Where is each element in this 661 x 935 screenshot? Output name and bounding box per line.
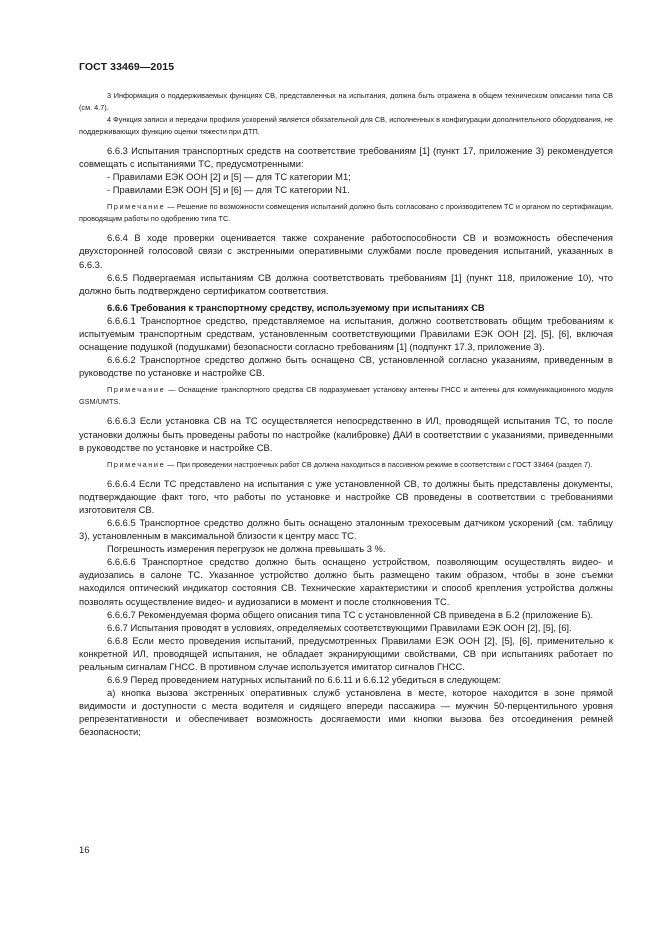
list-6-6-3 <box>79 170 613 196</box>
note-2 <box>79 384 613 408</box>
footnote-3: 3 Информация о поддерживаемых функциях СВ, представленных на испытания, должна быть отражена в общем техническом описании типа СВ (см. 4.7). <box>79 91 613 112</box>
note-label: Примечание <box>107 202 166 212</box>
list-item: - Правилами ЕЭК ООН [2] и [5] — для ТС категории M1; <box>107 171 351 183</box>
paragraph-6-6-8: 6.6.8 Если место проведения испытаний, предусмотренных Правилами ЕЭК ООН [2], [5], [6], применительно к конкретной ИЛ, проводящей испытания, не обладает экранирующими свойствами, СВ при испытаниях работает по реальным сигналам ГНСС. В противном случае используется имитатор сигналов ГНСС. <box>79 634 613 672</box>
paragraph-6-6-9: 6.6.9 Перед проведением натурных испытаний по 6.6.11 и 6.6.12 убедиться в следующем: <box>107 674 501 686</box>
paragraph-6-6-5: 6.6.5 Подвергаемая испытаниям СВ должна соответствовать требованиям [1] (пункт 118, приложение 10), что должно быть подтверждено сертификатом соответствия. <box>79 271 613 296</box>
note-3 <box>79 459 613 471</box>
paragraph-6-6-6-3: 6.6.6.3 Если установка СВ на ТС осуществляется непосредственно в ИЛ, проводящей испытания ТС, то после установки должны быть проведены работы по настройке (калибровке) ДАИ в соответствии с указаниями, приведенными в руководстве по установке и настройке СВ. <box>79 415 613 453</box>
paragraph-6-6-6-5: 6.6.6.5 Транспортное средство должно быть оснащено эталонным трехосевым датчиком ускорений (см. таблицу 3), установленным в максимальной близости к центру масс ТС. <box>79 516 613 542</box>
paragraph-6-6-6-1: 6.6.6.1 Транспортное средство, представляемое на испытания, должно соответствовать общим требованиям к испытуемым транспортным средствам, установленным соответствующими Правилами ЕЭК ООН [2], [5], [6], включая оснащение подушкой (подушками) безопасности согласно требованиям [1] (подпункт 17.3, приложение 3). <box>79 314 613 353</box>
note-label: Примечание <box>107 459 166 469</box>
list-item: - Правилами ЕЭК ООН [5] и [6] — для ТС категории N1. <box>107 184 350 196</box>
document-code-header: ГОСТ 33469—2015 <box>79 61 175 73</box>
paragraph-6-6-6-4: 6.6.6.4 Если ТС представлено на испытания с уже установленной СВ, то должны быть представлены документы, подтверждающие факт того, что работы по установке и настройке СВ проведены в соответствии с требованиями изготовителя СВ. <box>79 477 613 515</box>
section-heading-6-6-6: 6.6.6 Требования к транспортному средству, используемому при испытаниях СВ <box>107 301 485 313</box>
note-text: — Оснащение транспортного средства СВ подразумевает установку антенны ГНСС и антенны для коммуникационного модуля GSM/UMTS. <box>79 385 613 407</box>
paragraph-6-6-6-2: 6.6.6.2 Транспортное средство должно быть оснащено СВ, установленной согласно указаниям, приведенным в руководстве по установке и настройке СВ. <box>79 354 613 379</box>
note-1 <box>79 201 613 225</box>
paragraph-6-6-6-6: 6.6.6.6 Транспортное средство должно быть оснащено устройством, позволяющим осуществлять видео- и аудиозапись в салоне ТС. Указанное устройство должно быть размещено таким образом, чтобы в зоне съемки находился оптический индикатор состояния СВ. Технические характеристики и способ крепления устройства должны позволять осуществление видео- и аудиозаписи в момент и после столкновения ТС. <box>79 556 613 607</box>
page-number: 16 <box>79 844 90 855</box>
paragraph-6-6-9-a: а) кнопка вызова экстренных оперативных служб установлена в месте, которое находится в зоне прямой видимости и доступности с места водителя и сидящего впереди пассажира — мужчин 50-перцентильного уровня репрезентативности и обеспечивает возможность досягаемости ими кнопки вызова без отсоединения ремней безопасности; <box>79 687 613 738</box>
page-content <box>79 90 613 739</box>
paragraph-6-6-7: 6.6.7 Испытания проводят в условиях, определяемых соответствующими Правилами ЕЭК ООН [2], [5], [6]. <box>107 621 572 633</box>
paragraph-6-6-6-7: 6.6.6.7 Рекомендуемая форма общего описания типа ТС с установленной СВ приведена в Б.2 (приложение Б). <box>107 608 594 620</box>
note-text: — Решение по возможности совмещения испытаний должно быть согласовано с производителем ТС и органом по сертификации, проводящим работы по одобрению типа ТС. <box>79 202 613 224</box>
note-text: — При проведении настроечных работ СВ должна находиться в пассивном режиме в соответствии с ГОСТ 33464 (раздел 7). <box>165 459 593 469</box>
paragraph-6-6-6-5-note: Погрешность измерения перегрузок не должна превышать 3 %. <box>107 543 386 555</box>
paragraph-6-6-3: 6.6.3 Испытания транспортных средств на соответствие требованиям [1] (пункт 17, приложение 3) рекомендуется совмещать с испытаниями ТС, предусмотренными: <box>79 145 613 170</box>
footnote-4: 4 Функция записи и передачи профиля ускорений является обязательной для СВ, исполненных в конфигурации дополнительного оборудования, не поддерживающих функцию оценки тяжести при ДТП. <box>79 115 613 136</box>
footnotes <box>79 90 613 138</box>
paragraph-6-6-4: 6.6.4 В ходе проверки оценивается также сохранение работоспособности СВ и возможность обеспечения двухсторонней голосовой связи с экстренными оперативными службами после проведения испытаний, указанных в 6.6.3. <box>79 232 613 270</box>
note-label: Примечание <box>107 385 166 395</box>
